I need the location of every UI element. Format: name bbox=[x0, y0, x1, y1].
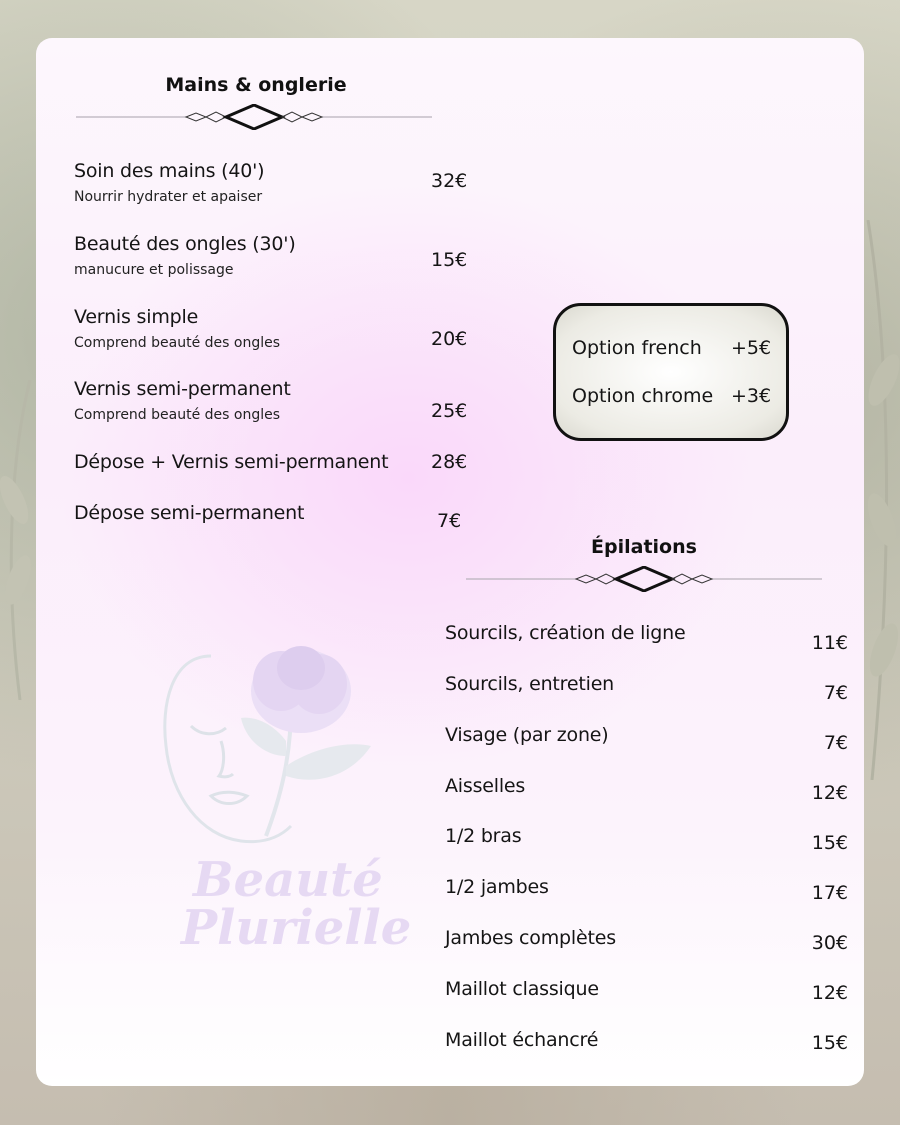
mains-item-sub: Comprend beauté des ongles bbox=[74, 335, 281, 351]
logo-text-line2: Plurielle bbox=[181, 900, 412, 956]
mains-item-sub: manucure et polissage bbox=[74, 262, 234, 278]
epilation-item-name: 1/2 jambes bbox=[445, 876, 549, 898]
option-label: Option chrome bbox=[572, 385, 714, 407]
epilation-item-name: Jambes complètes bbox=[445, 927, 616, 949]
option-price: +3€ bbox=[731, 385, 772, 407]
mains-item-price: 32€ bbox=[431, 170, 468, 192]
options-box bbox=[553, 303, 789, 441]
logo-text-line1: Beauté bbox=[193, 852, 383, 908]
logo bbox=[141, 646, 412, 956]
epilation-item-price: 12€ bbox=[811, 782, 848, 804]
mains-item-price: 7€ bbox=[437, 510, 462, 532]
epilation-item-price: 15€ bbox=[811, 832, 848, 854]
epilation-item-price: 30€ bbox=[811, 932, 848, 954]
background-leaf-right bbox=[862, 220, 900, 780]
epilation-item-price: 11€ bbox=[811, 632, 848, 654]
mains-item-name: Soin des mains (40') bbox=[74, 160, 265, 182]
epilation-item-name: Visage (par zone) bbox=[445, 724, 609, 746]
epilation-item-name: Maillot échancré bbox=[445, 1029, 599, 1051]
mains-item-price: 20€ bbox=[431, 328, 468, 350]
mains-item-price: 25€ bbox=[431, 400, 468, 422]
mains-item-price: 28€ bbox=[431, 451, 468, 473]
epilation-item-name: Maillot classique bbox=[445, 978, 599, 1000]
epilation-item-price: 7€ bbox=[823, 682, 848, 704]
epilation-item-name: Aisselles bbox=[445, 775, 526, 797]
option-label: Option french bbox=[572, 337, 702, 359]
mains-item-name: Dépose semi-permanent bbox=[74, 502, 305, 524]
mains-item-sub: Comprend beauté des ongles bbox=[74, 407, 281, 423]
epilation-item-price: 7€ bbox=[823, 732, 848, 754]
logo-face-flower-icon bbox=[141, 646, 381, 846]
epilation-item-name: 1/2 bras bbox=[445, 825, 522, 847]
background-leaf-left bbox=[0, 380, 40, 700]
ornament-divider-mains bbox=[76, 104, 432, 130]
mains-item-sub: Nourrir hydrater et apaiser bbox=[74, 189, 263, 205]
mains-item-name: Dépose + Vernis semi-permanent bbox=[74, 451, 389, 473]
section-title-epilations: Épilations bbox=[591, 536, 697, 558]
epilation-item-name: Sourcils, création de ligne bbox=[445, 622, 686, 644]
section-title-mains: Mains & onglerie bbox=[165, 74, 347, 96]
epilation-item-name: Sourcils, entretien bbox=[445, 673, 615, 695]
epilation-item-price: 12€ bbox=[811, 982, 848, 1004]
mains-item-name: Vernis semi-permanent bbox=[74, 378, 291, 400]
epilation-item-price: 15€ bbox=[811, 1032, 848, 1054]
option-price: +5€ bbox=[731, 337, 772, 359]
mains-item-price: 15€ bbox=[431, 249, 468, 271]
mains-item-name: Vernis simple bbox=[74, 306, 199, 328]
mains-item-name: Beauté des ongles (30') bbox=[74, 233, 296, 255]
menu-card bbox=[36, 38, 864, 1086]
epilation-item-price: 17€ bbox=[811, 882, 848, 904]
ornament-divider-epilations bbox=[466, 566, 822, 592]
